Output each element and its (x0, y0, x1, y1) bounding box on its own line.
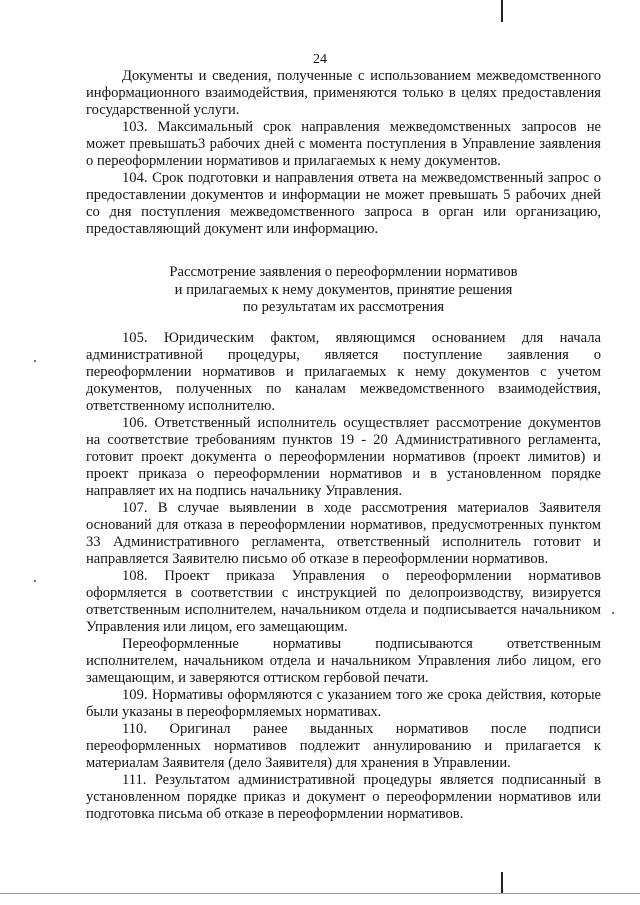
paragraph-107: 107. В случае выявлении в ходе рассмотрения материалов Заявителя оснований для отказа в переоформлении нормативов, предусмотренных пунктом 33 Административного регламента, ответственный исполнитель готовит и направляется Заявителю письмо об отказе в переоформлении нормативов. (86, 500, 601, 567)
scan-bottom-edge (0, 893, 640, 894)
paragraph-105: 105. Юридическим фактом, являющимся основанием для начала административной процедуры, является поступление заявления о переоформлении нормативов и прилагаемых к нему документов с учетом документов, полученных по каналам межведомственного взаимодействия, ответственному исполнителю. (86, 330, 601, 414)
intro-paragraphs (86, 68, 601, 238)
scan-dot (34, 360, 36, 362)
scan-dot (34, 580, 36, 582)
paragraph-108: 108. Проект приказа Управления о переоформлении нормативов оформляется в соответствии с инструкцией по делопроизводству, визируется ответственным исполнителем, начальником отдела и подписывается начальником Управления или лицом, его замещающим. (86, 568, 601, 635)
paragraph-information-usage: Документы и сведения, полученные с использованием межведомственного информационного взаимодействия, применяются только в целях предоставления государственной услуги. (86, 68, 601, 118)
section-heading-line: по результатам их рассмотрения (242, 299, 445, 315)
section-heading-line: и прилагаемых к нему документов, принятие решения (174, 281, 513, 298)
paragraph-104: 104. Срок подготовки и направления ответа на межведомственный запрос о предоставлении документов и информации не может превышать 5 рабочих дней со дня поступления межведомственного запроса в орган или организацию, предоставляющий документ или информацию. (86, 170, 601, 237)
scan-edge-mark-bottom (501, 872, 503, 894)
scan-edge-mark-top (501, 0, 503, 22)
paragraph-110: 110. Оригинал ранее выданных нормативов после подписи переоформленных нормативов подлежит аннулированию и прилагается к материалам Заявителя (дело Заявителя) для хранения в Управлении. (86, 721, 601, 771)
page-number: 24 (313, 52, 327, 67)
paragraph-103: 103. Максимальный срок направления межведомственных запросов не может превышать3 рабочих дней с момента поступления в Управление заявления о переоформлении нормативов и прилагаемых к нему документов. (86, 119, 601, 169)
paragraph-111: 111. Результатом административной процедуры является подписанный в установленном порядке приказ и документ о переоформлении нормативов или подготовка письма об отказе в переоформлении нормативов. (86, 772, 601, 822)
paragraph-109: 109. Нормативы оформляются с указанием того же срока действия, которые были указаны в переоформляемых нормативах. (86, 687, 601, 720)
paragraph-reissued-norms: Переоформленные нормативы подписываются ответственным исполнителем, начальником отдела и начальником Управления либо лицом, его замещающим, и заверяются оттиском гербовой печати. (86, 636, 601, 686)
scan-dot (612, 612, 614, 614)
section-heading (86, 264, 601, 317)
section-heading-line: Рассмотрение заявления о переоформлении нормативов (169, 264, 518, 280)
procedure-paragraphs (86, 330, 601, 823)
paragraph-106: 106. Ответственный исполнитель осуществляет рассмотрение документов на соответствие требованиям пунктов 19 - 20 Административного регламента, готовит проект документа о переоформлении нормативов (проект лимитов) и проект приказа о переоформлении нормативов и в установленном порядке направляет их на подпись начальнику Управления. (86, 415, 601, 499)
